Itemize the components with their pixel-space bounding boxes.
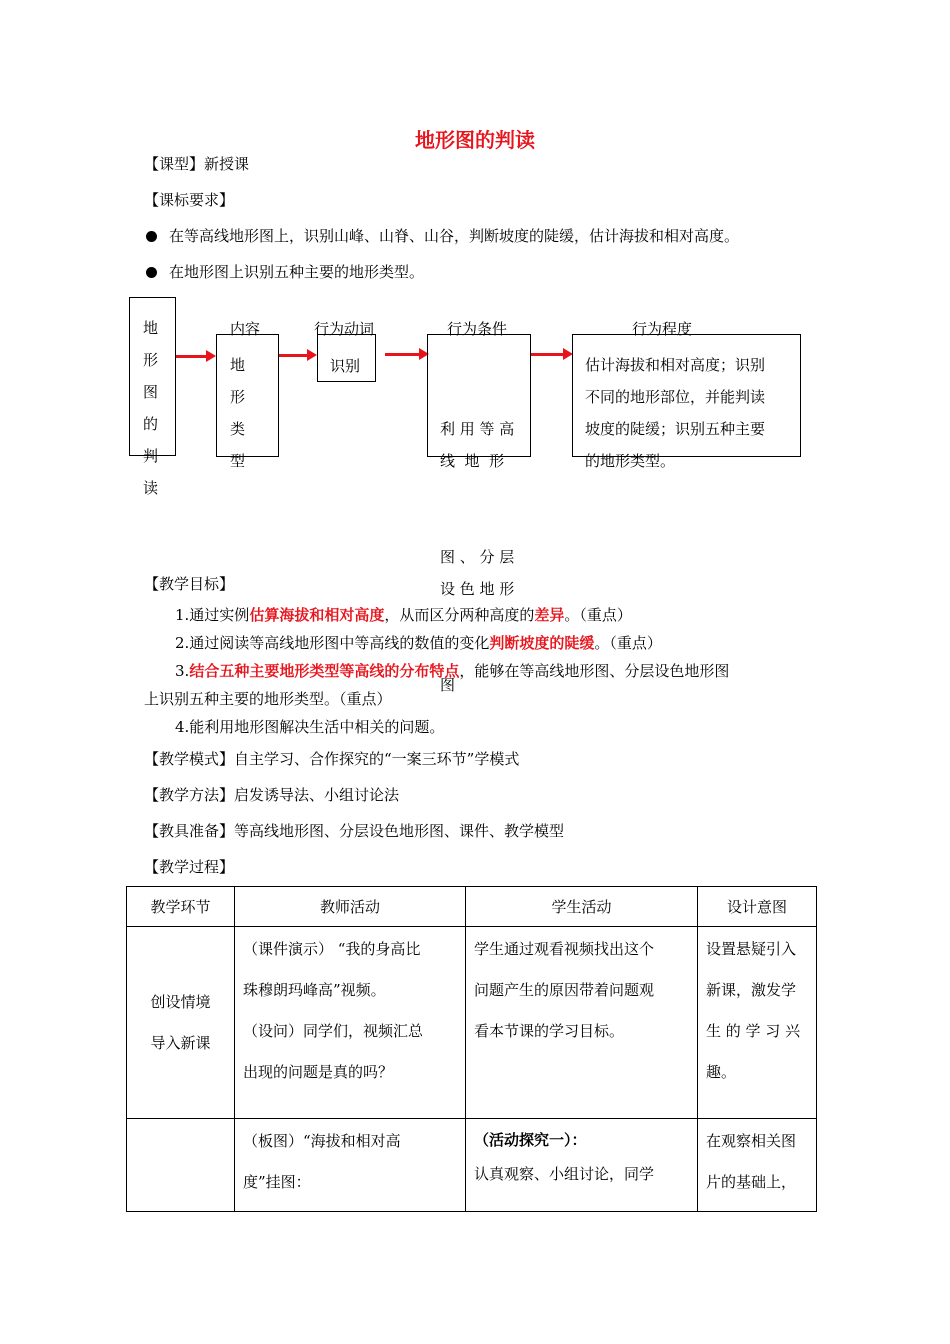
degree-text: 估计海拔和相对高度；识别 不同的地形部位，并能判读 坡度的陡缓；识别五种主要 的地形类型。 [585, 356, 766, 470]
content-text: 地 形 类 型 [230, 356, 246, 470]
bullet-icon [146, 231, 157, 242]
label-verb: 行为动词 [314, 320, 375, 338]
goal-item: 2.通过阅读等高线地形图中等高线的数值的变化判断坡度的陡缓。（重点） [175, 634, 662, 652]
student-cell: 学生通过观看视频找出这个 问题产生的原因带着问题观 看本节课的学习目标。 [466, 927, 698, 1119]
condition-text: 利 用 等 高 线 地 形 图 、 分 层 设 色 地 形 图 [440, 420, 515, 694]
arrow-icon [176, 355, 208, 358]
teacher-cell: （板图）“海拔和相对高 度”挂图： [235, 1119, 466, 1212]
table-header: 学生活动 [466, 887, 698, 927]
goal-item: 4.能利用地形图解决生活中相关的问题。 [175, 718, 445, 736]
goal-item: 3.结合五种主要地形类型等高线的分布特点，能够在等高线地形图、分层设色地形图 [175, 662, 730, 680]
arrow-icon [385, 353, 421, 356]
intent-cell: 设置悬疑引入 新课，激发学 生 的 学 习 兴 趣。 [698, 927, 817, 1119]
student-cell: （活动探究一）： 认真观察、小组讨论，同学 [466, 1119, 698, 1212]
table-header-row [127, 887, 817, 927]
teaching-tools: 【教具准备】等高线地形图、分层设色地形图、课件、教学模型 [144, 822, 565, 840]
teaching-method: 【教学方法】启发诱导法、小组讨论法 [144, 786, 400, 804]
lesson-type: 【课型】新授课 [144, 155, 250, 173]
process-table [126, 886, 817, 1212]
standard-item [146, 261, 424, 282]
goals-heading: 【教学目标】 [144, 575, 235, 593]
table-row [127, 1119, 817, 1212]
intent-cell: 在观察相关图 片的基础上， [698, 1119, 817, 1212]
label-condition: 行为条件 [447, 320, 508, 338]
arrow-icon [279, 354, 309, 357]
standard-heading: 【课标要求】 [144, 191, 235, 209]
stage-cell: 创设情境 导入新课 [127, 927, 235, 1119]
standard-text: 在地形图上识别五种主要的地形类型。 [169, 263, 425, 281]
standard-text: 在等高线地形图上，识别山峰、山脊、山谷，判断坡度的陡缓，估计海拔和相对高度。 [169, 227, 740, 245]
table-row [127, 927, 817, 1119]
content-box [216, 334, 279, 457]
main-topic-text: 地 形 图 的 判 读 [143, 319, 159, 497]
bullet-icon [146, 267, 157, 278]
goal-item: 1.通过实例估算海拔和相对高度，从而区分两种高度的差异。（重点） [175, 606, 632, 624]
table-header: 教师活动 [235, 887, 466, 927]
table-header: 教学环节 [127, 887, 235, 927]
label-content: 内容 [230, 320, 261, 338]
verb-text: 识别 [330, 357, 361, 375]
label-degree: 行为程度 [632, 320, 693, 338]
page-title: 地形图的判读 [415, 128, 535, 152]
stage-cell [127, 1119, 235, 1212]
process-heading: 【教学过程】 [144, 858, 235, 876]
table-header: 设计意图 [698, 887, 817, 927]
arrow-icon [531, 353, 565, 356]
teaching-mode: 【教学模式】自主学习、合作探究的“一案三环节”学模式 [144, 750, 520, 768]
standard-item [146, 225, 739, 246]
goal-item-continued: 上识别五种主要的地形类型。（重点） [144, 690, 392, 708]
teacher-cell: （课件演示） “我的身高比 珠穆朗玛峰高”视频。 （设问）同学们，视频汇总 出现的问题是真的吗？ [235, 927, 466, 1119]
